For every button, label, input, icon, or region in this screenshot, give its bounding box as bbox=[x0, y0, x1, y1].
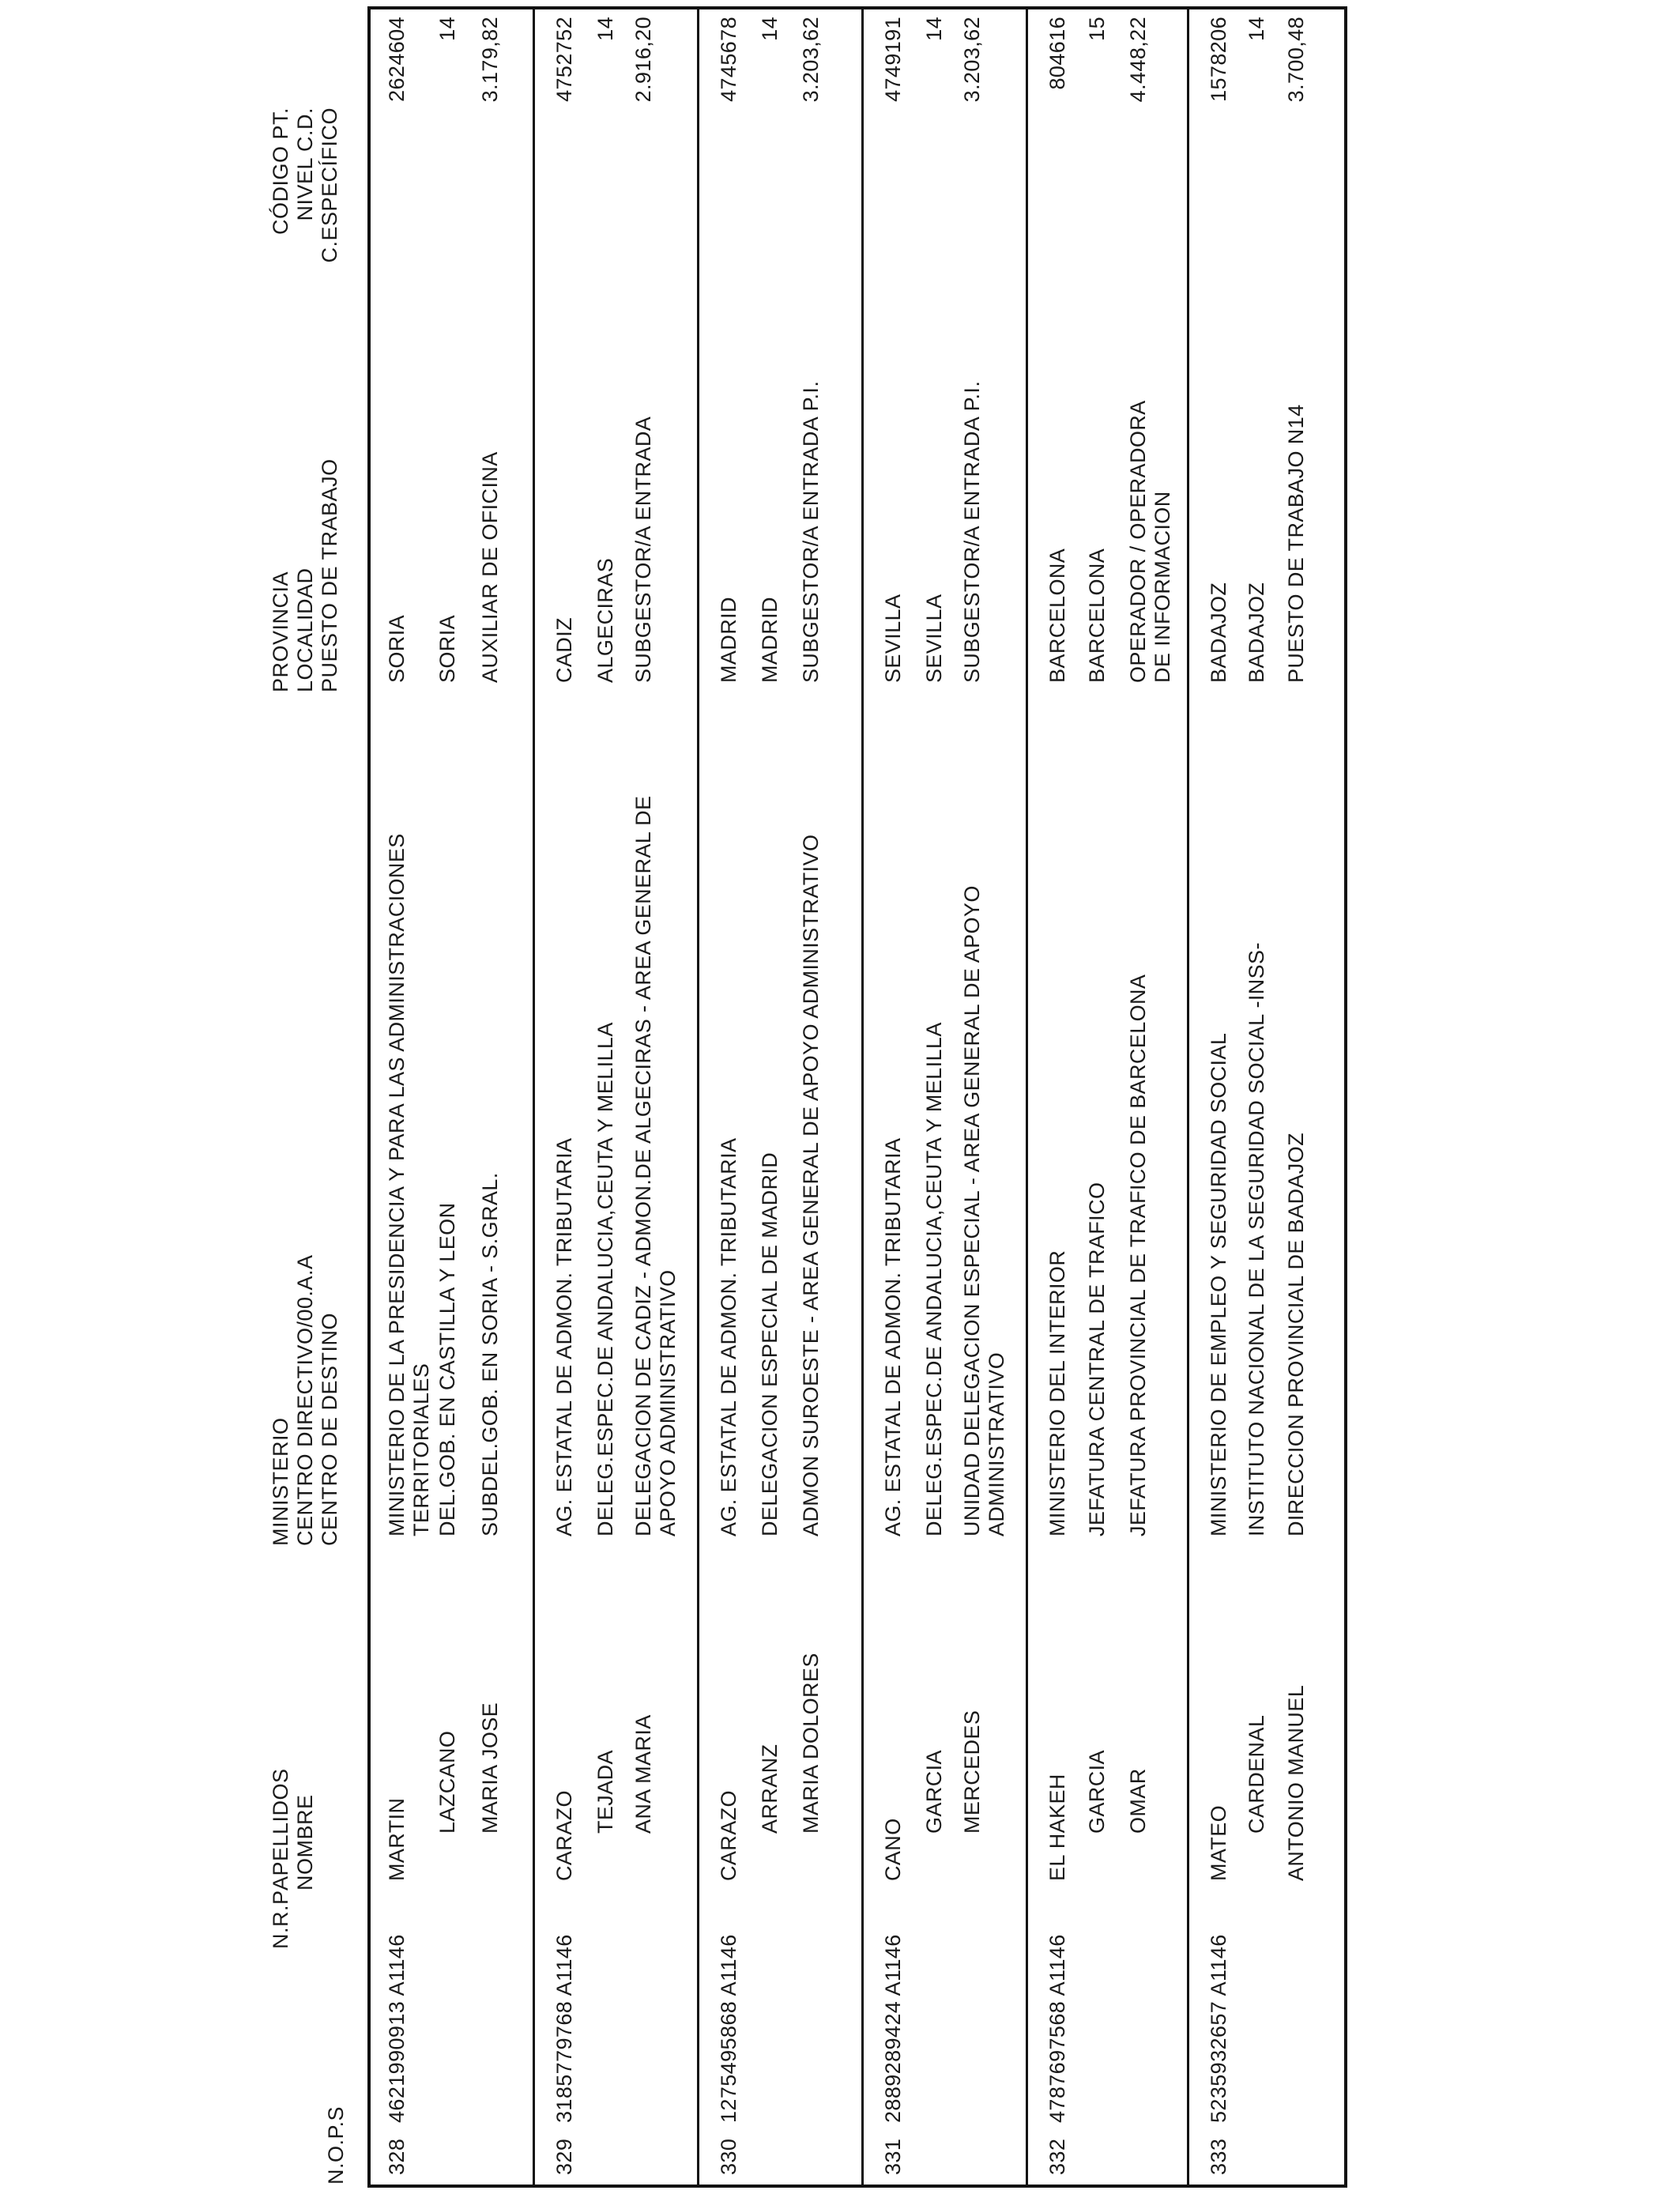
row-apellido2: LAZCANO bbox=[435, 1730, 459, 1834]
row-puesto: SUBGESTOR/A ENTRADA P.I. bbox=[960, 380, 984, 683]
row-localidad: BARCELONA bbox=[1085, 548, 1109, 683]
row-apellido2: GARCIA bbox=[1085, 1750, 1109, 1834]
row-nivel: 14 bbox=[922, 17, 946, 41]
row-nombre: ANA MARIA bbox=[631, 1714, 655, 1834]
row-nrp: 1275495868 A1146 bbox=[717, 1934, 740, 2123]
table-row bbox=[1189, 9, 1344, 2185]
row-nivel: 14 bbox=[593, 17, 617, 41]
header-nrp-label: N.R.P bbox=[269, 1890, 292, 1949]
header-ministerio bbox=[269, 756, 342, 1546]
header-centro-destino-label: CENTRO DE DESTINO bbox=[318, 1312, 341, 1546]
row-nops: 328 bbox=[385, 2138, 409, 2175]
header-puesto-label: PUESTO DE TRABAJO bbox=[318, 458, 341, 692]
row-nrp: 3185779768 A1146 bbox=[552, 1934, 576, 2123]
row-codigo: 804616 bbox=[1045, 17, 1069, 90]
header-codigo bbox=[269, 107, 342, 266]
row-provincia: CADIZ bbox=[552, 617, 576, 683]
row-nrp: 4621990913 A1146 bbox=[385, 1934, 409, 2123]
row-localidad: ALGECIRAS bbox=[593, 557, 617, 683]
row-especifico: 4.448,22 bbox=[1126, 17, 1150, 103]
row-codigo: 4745678 bbox=[717, 17, 740, 102]
row-nombre: MERCEDES bbox=[960, 1710, 984, 1834]
row-codigo: 4752752 bbox=[552, 17, 576, 102]
row-provincia: BARCELONA bbox=[1045, 548, 1069, 683]
row-especifico: 2.916,20 bbox=[631, 17, 655, 103]
row-centro-destino: JEFATURA PROVINCIAL DE TRAFICO DE BARCELONA bbox=[1126, 974, 1150, 1536]
row-centro-directivo: DELEG.ESPEC.DE ANDALUCIA,CEUTA Y MELILLA bbox=[922, 1022, 946, 1536]
row-nivel: 14 bbox=[758, 17, 782, 41]
row-nivel: 14 bbox=[435, 17, 459, 41]
row-puesto: SUBGESTOR/A ENTRADA bbox=[631, 416, 655, 683]
header-nombre-label: NOMBRE bbox=[293, 1794, 317, 1891]
table-row bbox=[371, 9, 535, 2185]
row-ministerio: MINISTERIO DEL INTERIOR bbox=[1045, 1250, 1069, 1536]
row-centro-destino: UNIDAD DELEGACION ESPECIAL - AREA GENERAL DE APOYO ADMINISTRATIVO bbox=[960, 885, 1008, 1536]
row-nops: 329 bbox=[552, 2138, 576, 2175]
table-row bbox=[864, 9, 1028, 2185]
row-codigo: 2624604 bbox=[385, 17, 409, 102]
row-nops: 332 bbox=[1045, 2138, 1069, 2175]
row-ministerio: AG. ESTATAL DE ADMON. TRIBUTARIA bbox=[552, 1137, 576, 1536]
header-nivel-label: NIVEL C.D. bbox=[293, 107, 317, 221]
row-centro-destino: SUBDEL.GOB. EN SORIA - S.GRAL. bbox=[478, 1172, 502, 1536]
row-apellido1: MARTIN bbox=[385, 1797, 409, 1881]
header-codigo-label: CÓDIGO PT. bbox=[269, 107, 292, 236]
row-ministerio: AG. ESTATAL DE ADMON. TRIBUTARIA bbox=[881, 1137, 905, 1536]
header-ministerio-label: MINISTERIO bbox=[269, 1417, 292, 1546]
row-localidad: SEVILLA bbox=[922, 594, 946, 683]
row-apellido2: TEJADA bbox=[593, 1750, 617, 1834]
table-row bbox=[535, 9, 699, 2185]
header-provincia-label: PROVINCIA bbox=[269, 571, 292, 692]
row-apellido1: MATEO bbox=[1207, 1805, 1230, 1881]
header-nops-label: N.O.P.S bbox=[324, 2105, 348, 2185]
row-especifico: 3.203,62 bbox=[960, 17, 984, 103]
header-especifico-label: C.ESPECÍFICO bbox=[318, 107, 341, 263]
row-puesto: SUBGESTOR/A ENTRADA P.I. bbox=[799, 380, 823, 683]
row-apellido1: CANO bbox=[881, 1818, 905, 1881]
row-provincia: SORIA bbox=[385, 614, 409, 683]
row-especifico: 3.203,62 bbox=[799, 17, 823, 103]
header-nrp bbox=[269, 1890, 293, 1949]
row-nombre: OMAR bbox=[1126, 1768, 1150, 1834]
row-provincia: MADRID bbox=[717, 597, 740, 683]
row-especifico: 3.700,48 bbox=[1284, 17, 1308, 103]
header-localidad-label: LOCALIDAD bbox=[293, 567, 317, 692]
table-row bbox=[699, 9, 864, 2185]
table-header bbox=[245, 0, 363, 2194]
row-provincia: SEVILLA bbox=[881, 594, 905, 683]
row-apellido2: ARRANZ bbox=[758, 1744, 782, 1834]
row-apellido1: CARAZO bbox=[552, 1790, 576, 1881]
row-centro-directivo: JEFATURA CENTRAL DE TRAFICO bbox=[1085, 1182, 1109, 1536]
row-apellido1: CARAZO bbox=[717, 1790, 740, 1881]
row-nombre: MARIA DOLORES bbox=[799, 1653, 823, 1834]
row-nops: 330 bbox=[717, 2138, 740, 2175]
header-nops bbox=[324, 2105, 348, 2185]
row-ministerio: MINISTERIO DE LA PRESIDENCIA Y PARA LAS ADMINISTRACIONES TERRITORIALES bbox=[385, 833, 433, 1536]
row-nivel: 14 bbox=[1245, 17, 1268, 41]
row-codigo: 4749191 bbox=[881, 17, 905, 102]
row-provincia: BADAJOZ bbox=[1207, 582, 1230, 683]
header-provincia bbox=[269, 281, 342, 692]
row-nivel: 15 bbox=[1085, 17, 1109, 41]
row-puesto: PUESTO DE TRABAJO N14 bbox=[1284, 404, 1308, 683]
records-table bbox=[367, 6, 1347, 2188]
row-centro-destino: DIRECCION PROVINCIAL DE BADAJOZ bbox=[1284, 1133, 1308, 1536]
row-nrp: 2889289424 A1146 bbox=[881, 1934, 905, 2123]
row-nrp: 5235932657 A1146 bbox=[1207, 1934, 1230, 2123]
row-nrp: 4787697568 A1146 bbox=[1045, 1934, 1069, 2123]
row-ministerio: AG. ESTATAL DE ADMON. TRIBUTARIA bbox=[717, 1137, 740, 1536]
row-ministerio: MINISTERIO DE EMPLEO Y SEGURIDAD SOCIAL bbox=[1207, 1032, 1230, 1536]
row-especifico: 3.179,82 bbox=[478, 17, 502, 103]
row-codigo: 1578206 bbox=[1207, 17, 1230, 102]
row-localidad: SORIA bbox=[435, 614, 459, 683]
row-nops: 331 bbox=[881, 2138, 905, 2175]
row-puesto: OPERADOR / OPERADORA DE INFORMACION bbox=[1126, 401, 1174, 683]
row-centro-directivo: DEL.GOB. EN CASTILLA Y LEON bbox=[435, 1202, 459, 1536]
row-puesto: AUXILIAR DE OFICINA bbox=[478, 451, 502, 683]
row-centro-destino: DELEGACION DE CADIZ - ADMON.DE ALGECIRAS - AREA GENERAL DE APOYO ADMINISTRATIVO bbox=[631, 795, 680, 1536]
table-row bbox=[1028, 9, 1189, 2185]
row-localidad: BADAJOZ bbox=[1245, 582, 1268, 683]
row-centro-directivo: DELEGACION ESPECIAL DE MADRID bbox=[758, 1152, 782, 1536]
header-apellidos bbox=[269, 1598, 318, 1891]
row-centro-directivo: DELEG.ESPEC.DE ANDALUCIA,CEUTA Y MELILLA bbox=[593, 1022, 617, 1536]
header-centro-directivo-label: CENTRO DIRECTIVO/00.A.A bbox=[293, 1254, 317, 1546]
row-apellido2: CARDENAL bbox=[1245, 1714, 1268, 1834]
row-apellido1: EL HAKEH bbox=[1045, 1774, 1069, 1881]
row-centro-directivo: INSTITUTO NACIONAL DE LA SEGURIDAD SOCIAL -INSS- bbox=[1245, 942, 1268, 1536]
row-apellido2: GARCIA bbox=[922, 1750, 946, 1834]
row-centro-destino: ADMON SUROESTE - AREA GENERAL DE APOYO ADMINISTRATIVO bbox=[799, 834, 823, 1536]
row-nops: 333 bbox=[1207, 2138, 1230, 2175]
row-nombre: ANTONIO MANUEL bbox=[1284, 1684, 1308, 1881]
header-apellidos-label: APELLIDOS bbox=[269, 1768, 292, 1891]
row-localidad: MADRID bbox=[758, 597, 782, 683]
row-nombre: MARIA JOSE bbox=[478, 1702, 502, 1834]
